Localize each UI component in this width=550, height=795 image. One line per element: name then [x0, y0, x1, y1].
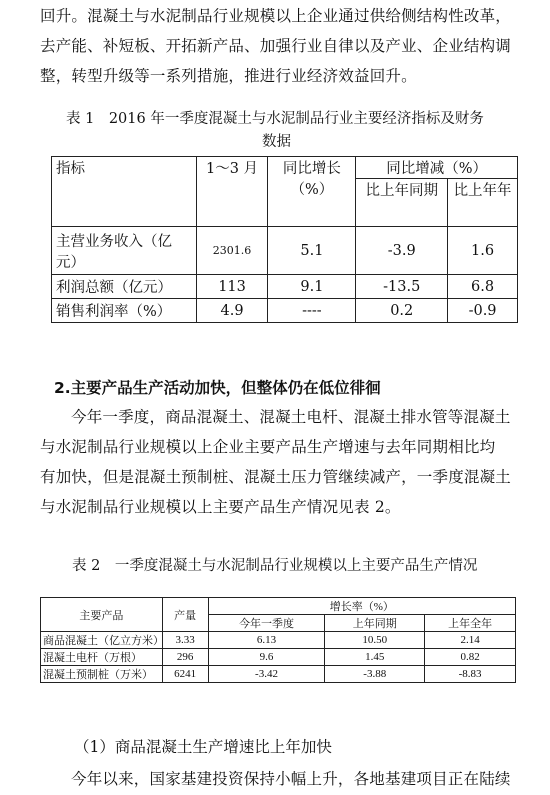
table-row — [52, 227, 518, 275]
row-full-year: 0.82 — [425, 649, 516, 666]
row-product: 混凝土电杆（万根） — [41, 649, 163, 666]
table-row — [41, 666, 516, 683]
row-vs-year: 1.6 — [448, 227, 518, 275]
row-vs-period: -13.5 — [356, 275, 448, 299]
row-value: 113 — [196, 275, 268, 299]
row-value: 4.9 — [196, 299, 268, 323]
text-line: 今年一季度，商品混凝土、混凝土电杆、混凝土排水管等混凝土 — [71, 408, 511, 426]
text-line: 与水泥制品行业规模以上企业主要产品生产增速与去年同期相比均 — [40, 438, 496, 456]
row-output: 296 — [162, 649, 208, 666]
row-label: 利润总额（亿元） — [52, 275, 197, 299]
header-q1: 今年一季度 — [208, 615, 325, 632]
row-vs-year: -0.9 — [448, 299, 518, 323]
header-product: 主要产品 — [41, 598, 163, 632]
row-q1: -3.42 — [208, 666, 325, 683]
table2-product-output — [40, 597, 516, 683]
table-row — [52, 275, 518, 299]
row-value: 2301.6 — [196, 227, 268, 275]
row-vs-year: 6.8 — [448, 275, 518, 299]
header-growth: 同比增长（%） — [268, 157, 356, 227]
header-change: 同比增减（%） — [356, 157, 518, 179]
header-vs-last-period: 比上年同期 — [356, 179, 448, 227]
row-last-period: -3.88 — [325, 666, 425, 683]
row-q1: 9.6 — [208, 649, 325, 666]
table-row — [41, 649, 516, 666]
row-label: 主营业务收入（亿元） — [52, 227, 197, 275]
header-last-period: 上年同期 — [325, 615, 425, 632]
row-full-year: -8.83 — [425, 666, 516, 683]
row-growth: 5.1 — [268, 227, 356, 275]
row-vs-period: -3.9 — [356, 227, 448, 275]
row-last-period: 1.45 — [325, 649, 425, 666]
row-label: 销售利润率（%） — [52, 299, 197, 323]
row-product: 混凝土预制桩（万米） — [41, 666, 163, 683]
table1-caption-continued: 数据 — [262, 134, 291, 150]
header-last-full-year: 上年全年 — [425, 615, 516, 632]
table1-caption: 表 1 2016 年一季度混凝土与水泥制品行业主要经济指标及财务 — [66, 111, 484, 127]
table-row — [41, 632, 516, 649]
intro-paragraph — [40, 1, 515, 91]
header-output: 产量 — [162, 598, 208, 632]
text-line: 与水泥制品行业规模以上主要产品生产情况见表 2。 — [40, 498, 401, 516]
subsection-heading: （1）商品混凝土生产增速比上年加快 — [74, 738, 332, 756]
header-growth-rate: 增长率（%） — [208, 598, 515, 615]
row-product: 商品混凝土（亿立方米） — [41, 632, 163, 649]
table1-financial-indicators — [51, 156, 518, 323]
row-output: 3.33 — [162, 632, 208, 649]
row-full-year: 2.14 — [425, 632, 516, 649]
text-line: 回升。混凝土与水泥制品行业规模以上企业通过供给侧结构性改革， — [40, 7, 512, 25]
text-line: 有加快，但是混凝土预制桩、混凝土压力管继续减产，一季度混凝土 — [40, 468, 512, 486]
row-growth: ---- — [268, 299, 356, 323]
table-row — [52, 299, 518, 323]
row-last-period: 10.50 — [325, 632, 425, 649]
header-indicator: 指标 — [52, 157, 197, 227]
text-line: 去产能、补短板、开拓新产品、加强行业自律以及产业、企业结构调 — [40, 37, 512, 55]
row-vs-period: 0.2 — [356, 299, 448, 323]
header-vs-last-year: 比上年年 — [448, 179, 518, 227]
text-line: 整，转型升级等一系列措施，推进行业经济效益回升。 — [40, 67, 417, 85]
header-period: 1～3 月 — [196, 157, 268, 227]
row-growth: 9.1 — [268, 275, 356, 299]
text-line: 今年以来，国家基建投资保持小幅上升，各地基建项目正在陆续 — [71, 770, 511, 788]
section2-paragraph — [40, 402, 515, 522]
section-heading: 2.主要产品生产活动加快，但整体仍在低位徘徊 — [54, 379, 381, 397]
table2-caption: 表 2 一季度混凝土与水泥制品行业规模以上主要产品生产情况 — [72, 558, 478, 574]
row-q1: 6.13 — [208, 632, 325, 649]
row-output: 6241 — [162, 666, 208, 683]
subsection-paragraph — [40, 764, 515, 794]
